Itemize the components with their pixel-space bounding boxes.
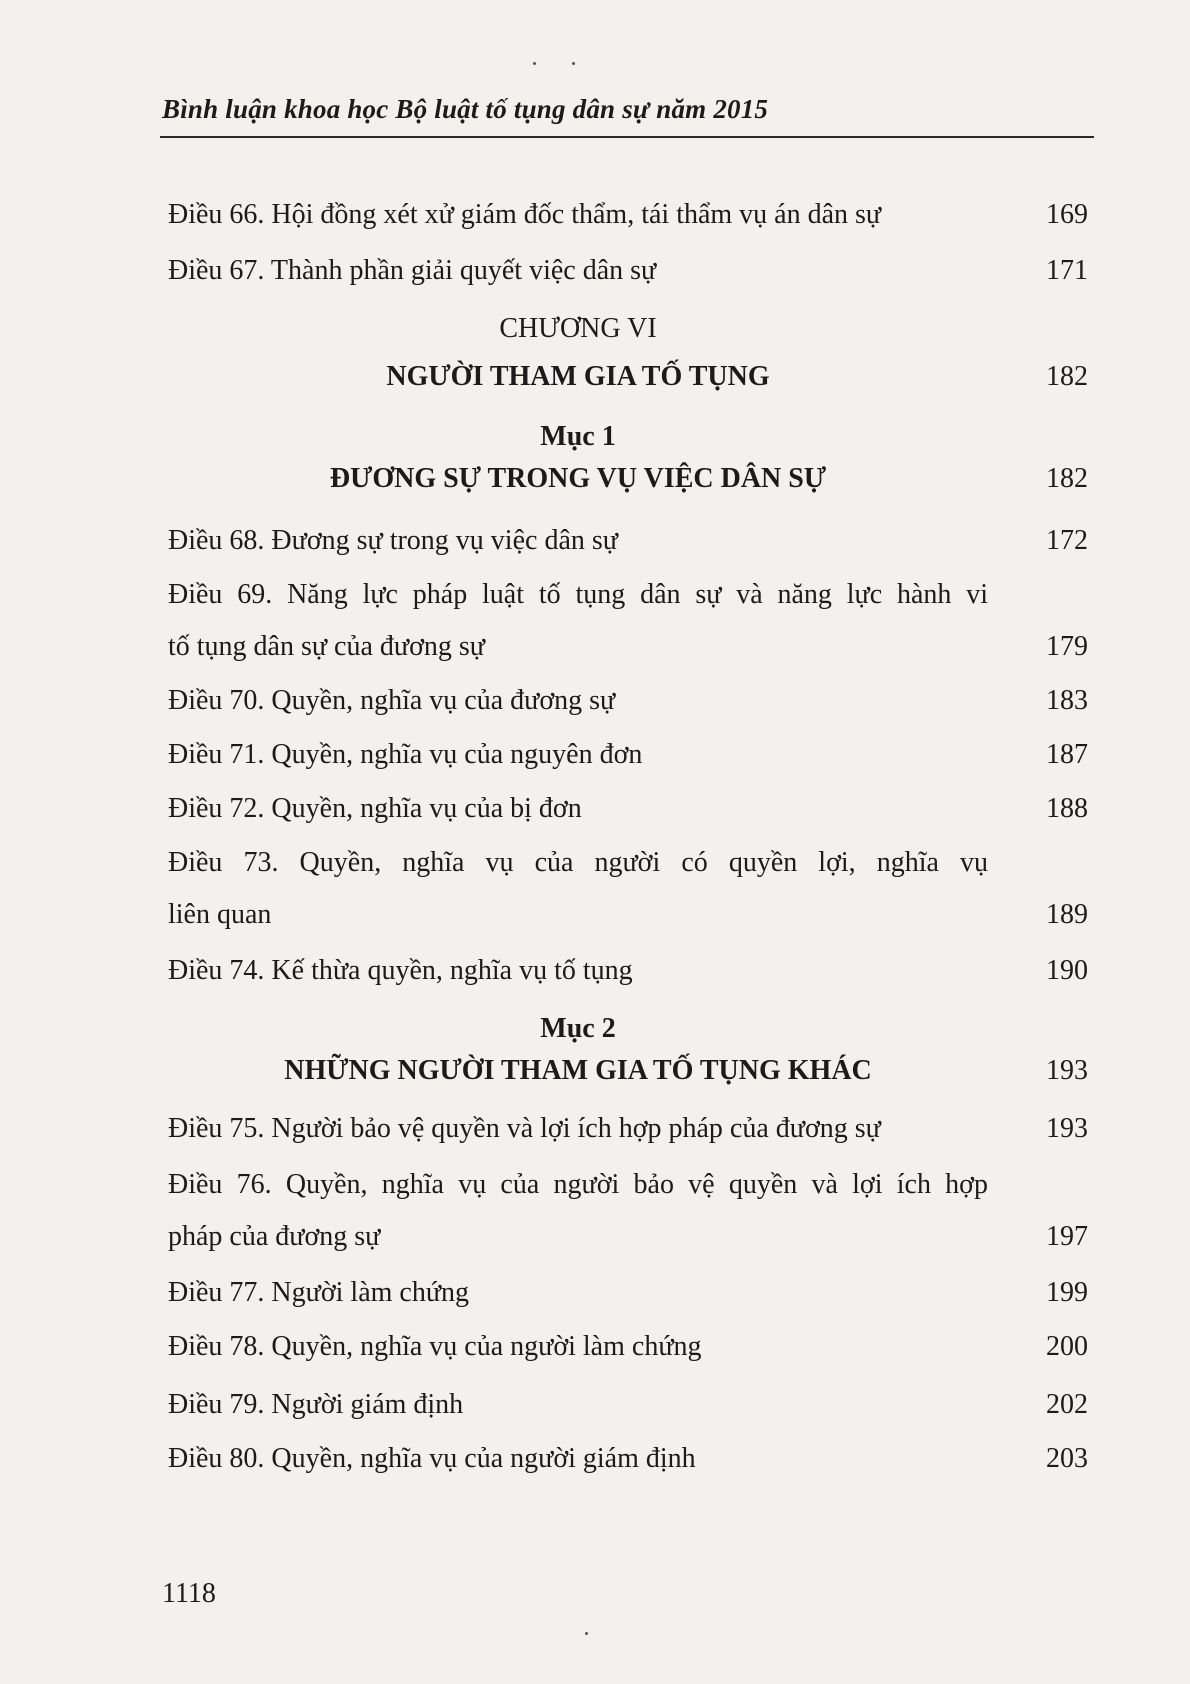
chapter-page: 182: [1046, 361, 1088, 392]
section-title-text: ĐƯƠNG SỰ TRONG VỤ VIỆC DÂN SỰ: [329, 463, 827, 494]
section-title-text: NHỮNG NGƯỜI THAM GIA TỐ TỤNG KHÁC: [284, 1055, 872, 1086]
speck: [585, 1632, 588, 1635]
toc-entry-text: Điều 76. Quyền, nghĩa vụ của người bảo vệ quyền và lợi ích hợp: [168, 1169, 988, 1200]
toc-entry-text: Điều 70. Quyền, nghĩa vụ của đương sự: [168, 685, 616, 716]
toc-entry-page: 171: [1046, 255, 1088, 286]
toc-entry-text: liên quan: [168, 899, 272, 930]
toc-entry-text: Điều 68. Đương sự trong vụ việc dân sự: [168, 525, 618, 556]
toc-entry-page: 190: [1046, 955, 1088, 986]
toc-entry-text: Điều 67. Thành phần giải quyết việc dân sự: [168, 255, 657, 286]
speck: [533, 62, 536, 65]
chapter-label-text: CHƯƠNG VI: [499, 313, 657, 344]
toc-entry-page: 189: [1046, 899, 1088, 930]
toc-entry-text: Điều 78. Quyền, nghĩa vụ của người làm chứng: [168, 1331, 702, 1362]
toc-entry-page: 187: [1046, 739, 1088, 770]
toc-entry-page: 203: [1046, 1443, 1088, 1474]
toc-entry-text: Điều 80. Quyền, nghĩa vụ của người giám định: [168, 1443, 696, 1474]
speck: [572, 62, 575, 65]
toc-entry-text: pháp của đương sự: [168, 1221, 381, 1252]
toc-entry-page: 200: [1046, 1331, 1088, 1362]
toc-entry-page: 199: [1046, 1277, 1088, 1308]
toc-entry-text: Điều 69. Năng lực pháp luật tố tụng dân sự và năng lực hành vi: [168, 579, 988, 610]
header-rule: [160, 136, 1094, 138]
toc-entry-text: Điều 75. Người bảo vệ quyền và lợi ích hợp pháp của đương sự: [168, 1113, 881, 1144]
toc-entry-page: 169: [1046, 199, 1088, 230]
toc-entry-text: tố tụng dân sự của đương sự: [168, 631, 485, 662]
running-header: Bình luận khoa học Bộ luật tố tụng dân sự năm 2015: [162, 94, 769, 124]
toc-entry-text: Điều 74. Kế thừa quyền, nghĩa vụ tố tụng: [168, 955, 633, 986]
section-page: 193: [1046, 1055, 1088, 1086]
toc-entry-page: 179: [1046, 631, 1088, 662]
toc-entry-text: Điều 66. Hội đồng xét xử giám đốc thẩm, tái thẩm vụ án dân sự: [168, 199, 882, 230]
toc-entry-text: Điều 71. Quyền, nghĩa vụ của nguyên đơn: [168, 739, 643, 770]
toc-entry-text: Điều 72. Quyền, nghĩa vụ của bị đơn: [168, 793, 582, 824]
toc-entry-text: Điều 79. Người giám định: [168, 1389, 464, 1420]
chapter-title-text: NGƯỜI THAM GIA TỐ TỤNG: [386, 361, 770, 392]
toc-entry-page: 183: [1046, 685, 1088, 716]
section-label-text: Mục 2: [540, 1013, 616, 1044]
toc-entry-page: 193: [1046, 1113, 1088, 1144]
toc-entry-page: 197: [1046, 1221, 1088, 1252]
page-number: 1118: [162, 1578, 216, 1609]
toc-entry-page: 172: [1046, 525, 1088, 556]
section-label-text: Mục 1: [540, 421, 616, 452]
toc-entry-page: 202: [1046, 1389, 1088, 1420]
section-page: 182: [1046, 463, 1088, 494]
toc-entry-page: 188: [1046, 793, 1088, 824]
toc-entry-text: Điều 77. Người làm chứng: [168, 1277, 469, 1308]
toc-entry-text: Điều 73. Quyền, nghĩa vụ của người có quyền lợi, nghĩa vụ: [168, 847, 988, 878]
